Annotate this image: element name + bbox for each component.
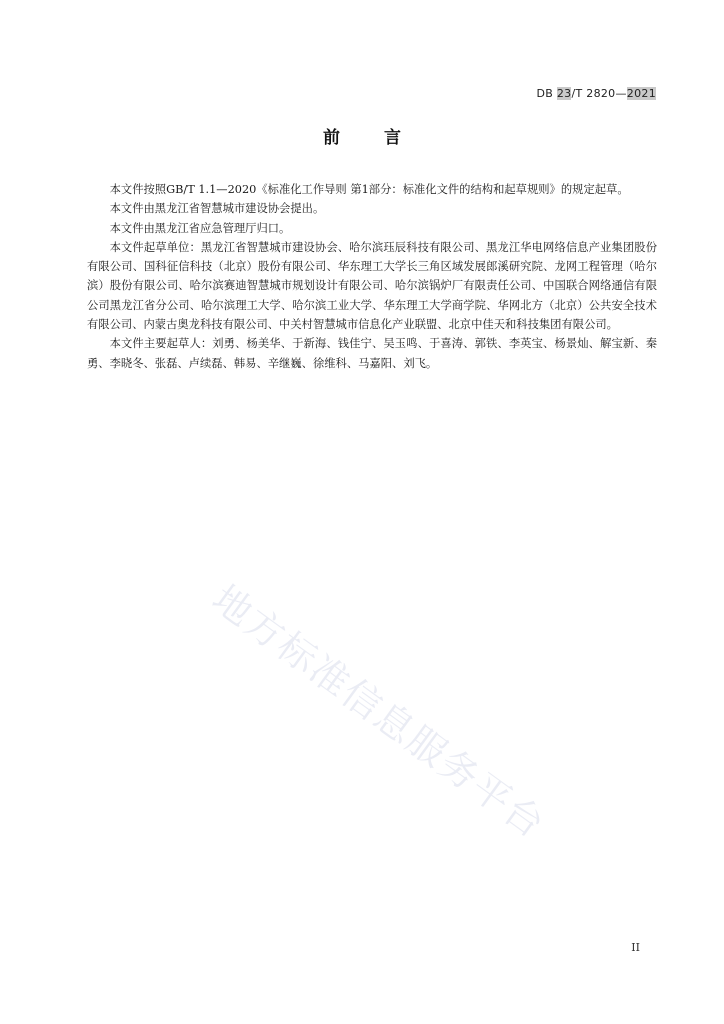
standard-region-code: 23 bbox=[556, 87, 572, 100]
preface-body bbox=[87, 180, 657, 373]
paragraph-proposer: 本文件由黑龙江省智慧城市建设协会提出。 bbox=[109, 202, 325, 216]
standard-number bbox=[536, 87, 656, 100]
standard-prefix: DB bbox=[536, 87, 554, 100]
paragraph-administrator: 本文件由黑龙江省应急管理厅归口。 bbox=[109, 221, 291, 235]
page-number: II bbox=[631, 941, 640, 954]
standard-code: /T 2820— bbox=[571, 87, 627, 100]
paragraph-drafters: 本文件主要起草人：刘勇、杨美华、于新海、钱佳宁、吴玉鸣、于喜涛、郭铁、李英宝、杨景灿、解宝新、秦勇、李晓冬、张磊、卢续磊、韩易、辛继巍、徐维科、马嘉阳、刘飞。 bbox=[87, 337, 657, 370]
preface-title: 前言 bbox=[323, 128, 445, 148]
paragraph-drafting-units: 本文件起草单位：黑龙江省智慧城市建设协会、哈尔滨珏辰科技有限公司、黑龙江华电网络信息产业集团股份有限公司、国科征信科技（北京）股份有限公司、华东理工大学长三角区域发展郎溪研究院、龙网工程管理（哈尔滨）股份有限公司、哈尔滨赛迪智慧城市规划设计有限公司、哈尔滨锅炉厂有限责任公司、中国联合网络通信有限公司黑龙江省分公司、哈尔滨理工大学、哈尔滨工业大学、华东理工大学商学院、华网北方（北京）公共安全技术有限公司、内蒙古奥龙科技有限公司、中关村智慧城市信息化产业联盟、北京中佳天和科技集团有限公司。 bbox=[87, 240, 657, 332]
watermark: 地方标准信息服务平台 bbox=[204, 576, 554, 848]
standard-year: 2021 bbox=[626, 87, 656, 100]
paragraph-drafting-rules: 本文件按照GB/T 1.1—2020《标准化工作导则 第1部分：标准化文件的结构和起草规则》的规定起草。 bbox=[109, 183, 629, 196]
